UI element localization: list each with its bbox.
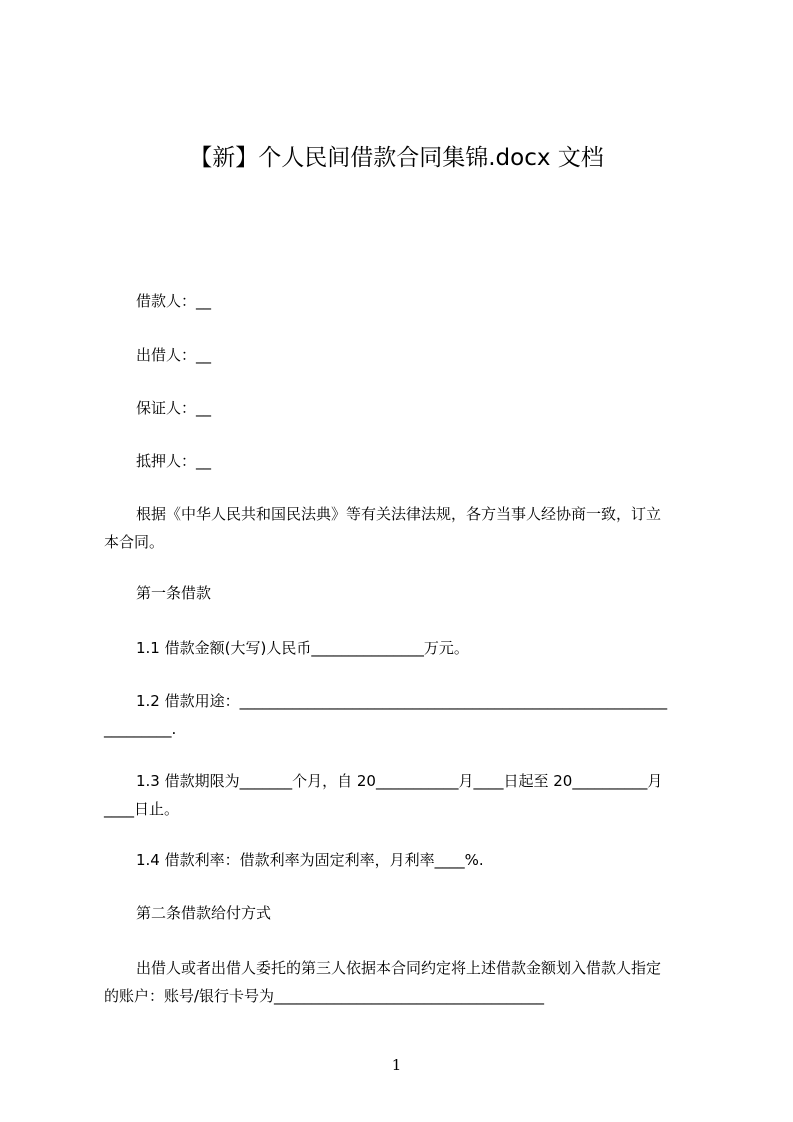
- preamble-line-1: 根据《中华人民共和国民法典》等有关法律法规，各方当事人经协商一致，订立: [136, 505, 662, 523]
- clause-1-4: 1.4 借款利率：借款利率为固定利率，月利率____%.: [136, 851, 484, 869]
- party-guarantor: 保证人：__: [136, 399, 212, 417]
- party-mortgagor: 抵押人：__: [136, 452, 212, 470]
- clause-1-3-line-1: 1.3 借款期限为_______个月，自 20___________月____日起至 20__________月: [136, 772, 663, 790]
- preamble-line-2: 本合同。: [104, 533, 165, 551]
- party-borrower: 借款人：__: [136, 292, 212, 310]
- article-1-heading: 第一条借款: [136, 584, 212, 602]
- page-number: 1: [391, 1056, 402, 1074]
- article-2-paragraph-line-2: 的账户：账号/银行卡号为____________________________________: [104, 987, 545, 1005]
- clause-1-1: 1.1 借款金额(大写)人民币_______________万元。: [136, 639, 469, 657]
- article-2-paragraph-line-1: 出借人或者出借人委托的第三人依据本合同约定将上述借款金额划入借款人指定: [136, 959, 662, 977]
- clause-1-2-line-2: _________.: [104, 720, 177, 738]
- party-lender: 出借人：__: [136, 346, 212, 364]
- article-2-heading: 第二条借款给付方式: [136, 904, 272, 922]
- document-title: 【新】个人民间借款合同集锦.docx 文档: [189, 145, 604, 171]
- clause-1-3-line-2: ____日止。: [104, 800, 180, 818]
- clause-1-2-line-1: 1.2 借款用途：_________________________________________________________: [136, 692, 668, 710]
